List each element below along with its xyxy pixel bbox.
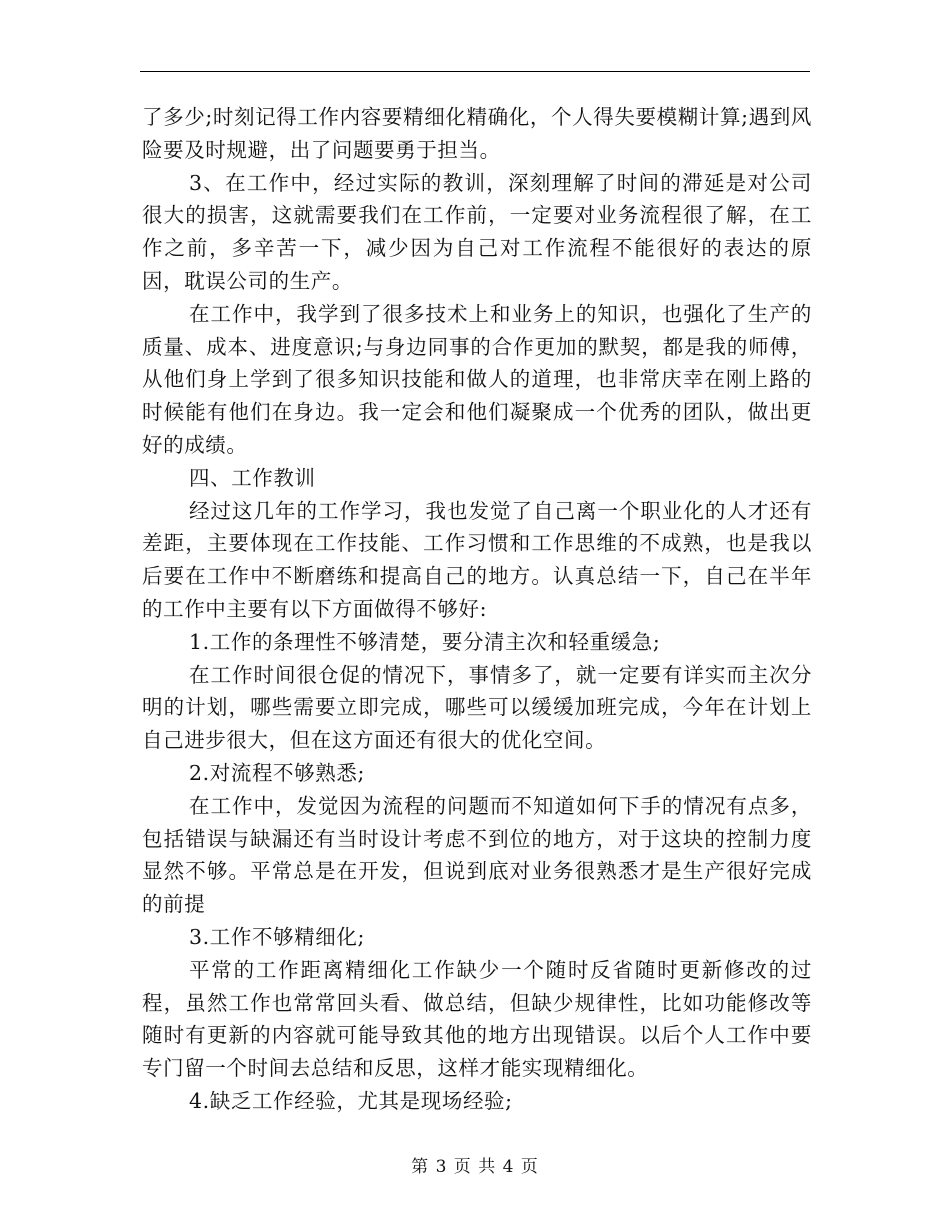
paragraph: 平常的工作距离精细化工作缺少一个随时反省随时更新修改的过程，虽然工作也常常回头看、做总结，但缺少规律性，比如功能修改等随时有更新的内容就可能导致其他的地方出现错误。以后个人工作中要专门留一个时间去总结和反思，这样才能实现精细化。 (142, 957, 812, 1081)
paragraph: 经过这几年的工作学习，我也发觉了自己离一个职业化的人才还有差距，主要体现在工作技能、工作习惯和工作思维的不成熟，也是我以后要在工作中不断磨练和提高自己的地方。认真总结一下，自己在半年的工作中主要有以下方面做得不够好: (142, 498, 812, 621)
list-item-heading: 4.缺乏工作经验，尤其是现场经验; (189, 1088, 513, 1113)
page-number-footer: 第 3 页 共 4 页 (411, 1157, 539, 1177)
list-item-heading: 3.工作不够精细化; (189, 924, 365, 949)
paragraph: 在工作中，发觉因为流程的问题而不知道如何下手的情况有点多，包括错误与缺漏还有当时设计考虑不到位的地方，对于这块的控制力度显然不够。平常总是在开发，但说到底对业务很熟悉才是生产很好完成的前提 (142, 793, 812, 917)
document-body (142, 101, 812, 1118)
header-rule (140, 71, 810, 72)
section-heading: 四、工作教训 (189, 465, 316, 490)
paragraph: 了多少;时刻记得工作内容要精细化精确化，个人得失要模糊计算;遇到风险要及时规避，出了问题要勇于担当。 (142, 105, 812, 162)
list-item-heading: 1.工作的条理性不够清楚，要分清主次和轻重缓急; (189, 629, 661, 654)
paragraph: 在工作时间很仓促的情况下，事情多了，就一定要有详实而主次分明的计划，哪些需要立即完成，哪些可以缓缓加班完成，今年在计划上自己进步很大，但在这方面还有很大的优化空间。 (142, 662, 812, 753)
list-item-heading: 2.对流程不够熟悉; (189, 760, 365, 785)
paragraph: 在工作中，我学到了很多技术上和业务上的知识，也强化了生产的质量、成本、进度意识;与身边同事的合作更加的默契，都是我的师傅，从他们身上学到了很多知识技能和做人的道理，也非常庆幸在刚上路的时候能有他们在身边。我一定会和他们凝聚成一个优秀的团队，做出更好的成绩。 (142, 301, 812, 457)
paragraph: 3、在工作中，经过实际的教训，深刻理解了时间的滞延是对公司很大的损害，这就需要我们在工作前，一定要对业务流程很了解，在工作之前，多辛苦一下，减少因为自己对工作流程不能很好的表达的原因，耽误公司的生产。 (142, 170, 812, 293)
